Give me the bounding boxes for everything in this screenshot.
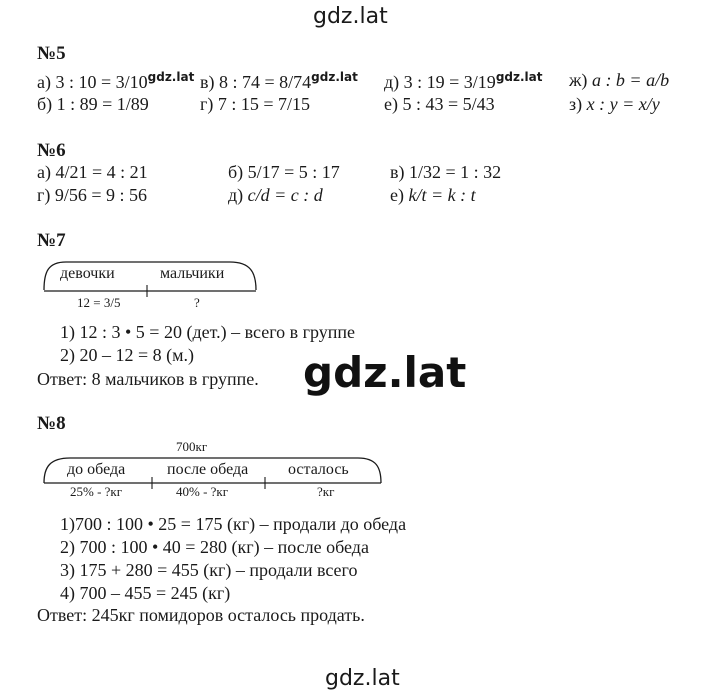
watermark-sup-v: gdz.lat: [311, 70, 358, 84]
task-8-seg-remaining: осталось: [288, 461, 349, 478]
task-8-step-3: 3) 175 + 280 = 455 (кг) – продали всего: [60, 560, 358, 580]
task-5-z-expr: x : y = x/y: [586, 94, 660, 114]
task-5-a: [37, 71, 194, 91]
task-6-b: б) 5/17 = 5 : 17: [228, 162, 340, 182]
task-8-under-before-lunch: 25% - ?кг: [70, 484, 123, 499]
task-8-seg-after-lunch: после обеда: [167, 461, 249, 478]
task-8-seg-before-lunch: до обеда: [67, 461, 126, 478]
task-6-v: в) 1/32 = 1 : 32: [390, 162, 502, 182]
task-5-d-text: д) 3 : 19 = 3/19: [384, 72, 496, 92]
task-5-title: №5: [37, 43, 66, 64]
watermark-bottom: gdz.lat: [325, 666, 400, 691]
task-7-under-boys: ?: [194, 295, 200, 310]
task-5-g: г) 7 : 15 = 7/15: [200, 94, 311, 114]
task-6-e-expr: k/t = k : t: [408, 185, 476, 205]
watermark-sup-a: gdz.lat: [147, 70, 195, 84]
task-5-v-text: в) 8 : 74 = 8/74: [200, 72, 312, 92]
task-8-answer: Ответ: 245кг помидоров осталось продать.: [37, 605, 365, 625]
task-8-under-after-lunch: 40% - ?кг: [176, 484, 229, 499]
task-6-d-expr: c/d = c : d: [247, 185, 323, 205]
task-7-step-1: 1) 12 : 3 • 5 = 20 (дет.) – всего в группе: [60, 322, 356, 342]
task-5-zh: [569, 71, 669, 89]
task-8-step-1: 1)700 : 100 • 25 = 175 (кг) – продали до обеда: [60, 514, 407, 534]
task-8-under-remaining: ?кг: [317, 484, 335, 499]
task-6-d-prefix: д): [228, 185, 248, 205]
task-8-total: 700кг: [176, 439, 208, 454]
task-5-a-text: а) 3 : 10 = 3/10: [37, 72, 148, 92]
task-6-e-prefix: е): [390, 185, 409, 205]
task-5-zh-prefix: ж): [569, 70, 592, 90]
task-6-e: [390, 186, 476, 204]
watermark-top: gdz.lat: [313, 4, 388, 29]
task-5-z-prefix: з): [569, 94, 587, 114]
task-6-a: а) 4/21 = 4 : 21: [37, 162, 148, 182]
task-5-b: б) 1 : 89 = 1/89: [37, 94, 149, 114]
task-8-title: №8: [37, 413, 66, 434]
task-5-d: [384, 71, 542, 91]
task-6-d: [228, 186, 323, 204]
task-8-step-4: 4) 700 – 455 = 245 (кг): [60, 583, 231, 603]
watermark-sup-d: gdz.lat: [495, 70, 543, 84]
task-7-title: №7: [37, 230, 66, 251]
task-7-step-2: 2) 20 – 12 = 8 (м.): [60, 345, 195, 365]
task-5-z: [569, 95, 660, 113]
task-6-g: г) 9/56 = 9 : 56: [37, 185, 148, 205]
watermark-middle: gdz.lat: [303, 348, 467, 397]
task-7-under-girls: 12 = 3/5: [77, 295, 121, 310]
task-7-seg-boys: мальчики: [160, 265, 225, 282]
task-8-step-2: 2) 700 : 100 • 40 = 280 (кг) – после обеда: [60, 537, 369, 557]
task-5-v: [200, 71, 358, 91]
task-5-zh-expr: a : b = a/b: [591, 70, 670, 90]
task-5-e: е) 5 : 43 = 5/43: [384, 94, 495, 114]
task-7-seg-girls: девочки: [60, 265, 115, 282]
task-7-answer: Ответ: 8 мальчиков в группе.: [37, 369, 259, 389]
task-6-title: №6: [37, 140, 66, 161]
